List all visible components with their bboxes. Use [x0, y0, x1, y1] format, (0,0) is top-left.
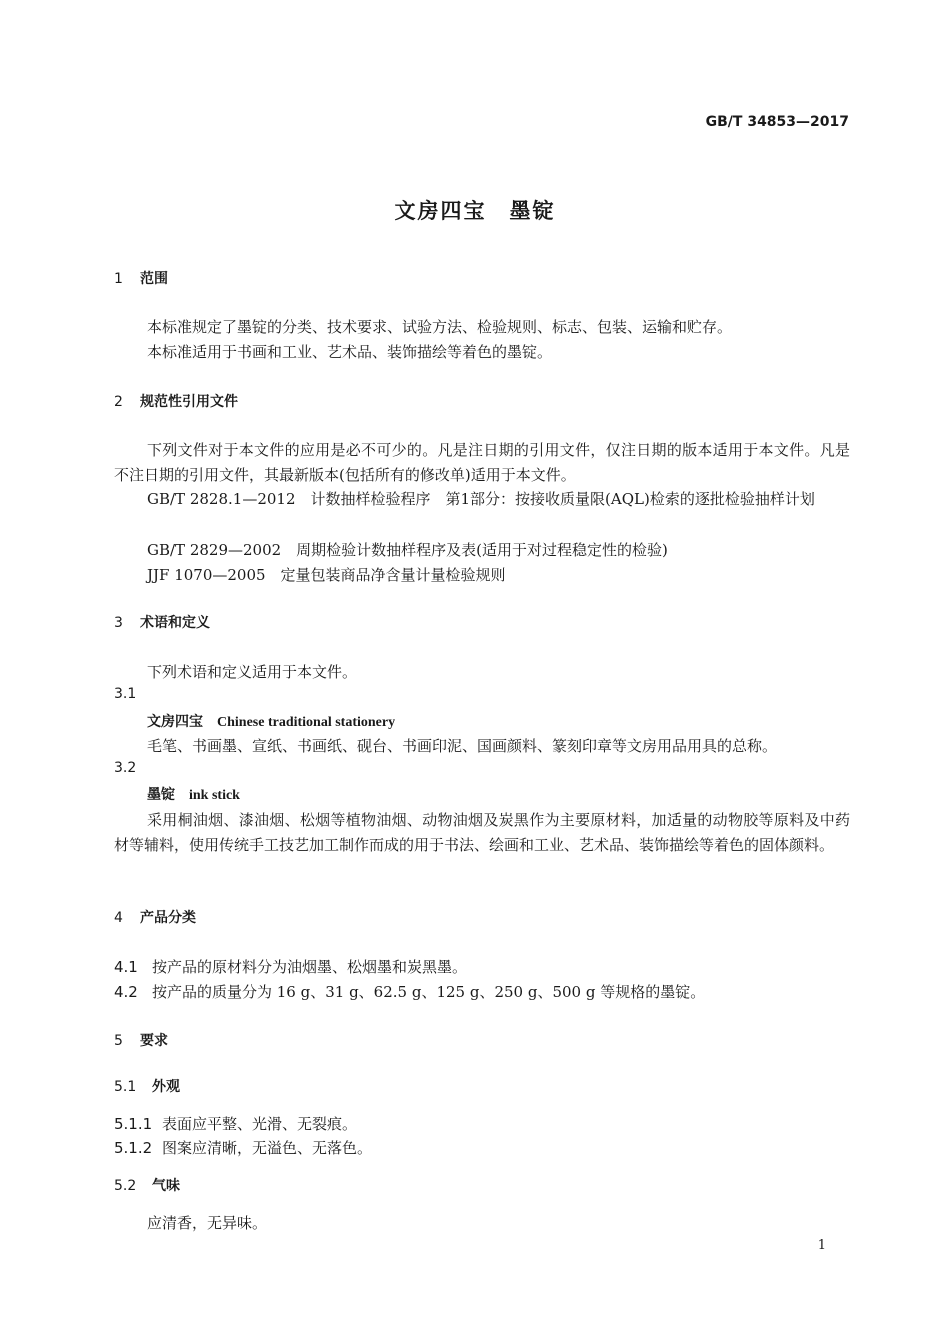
section-number: 5.1 — [114, 1079, 137, 1095]
section-3-heading — [114, 612, 210, 632]
section-5-1-heading — [114, 1076, 180, 1096]
term-zh: 墨锭 — [147, 787, 175, 803]
term-en: Chinese traditional stationery — [217, 715, 396, 730]
section-title: 范围 — [140, 271, 168, 287]
term-en: ink stick — [189, 788, 240, 803]
section-4-heading — [114, 907, 196, 927]
standard-code: GB/T 34853—2017 — [705, 114, 849, 130]
term-3-1-definition: 毛笔、书画墨、宣纸、书画纸、砚台、书画印泥、国画颜料、篆刻印章等文房用品用具的总称。 — [147, 737, 778, 755]
clause-text: 按产品的质量分为 16 g、31 g、62.5 g、125 g、250 g、500 g 等规格的墨锭。 — [152, 983, 706, 1001]
section-number: 3 — [114, 615, 123, 631]
clause-4-1 — [114, 956, 467, 977]
term-3-1 — [147, 711, 395, 731]
section-title: 术语和定义 — [140, 615, 210, 631]
section-title: 规范性引用文件 — [140, 394, 238, 410]
clause-text: 按产品的原材料分为油烟墨、松烟墨和炭黑墨。 — [152, 958, 468, 976]
section-5-2-paragraph-1: 应清香，无异味。 — [147, 1214, 268, 1232]
section-1-paragraph-1: 本标准规定了墨锭的分类、技术要求、试验方法、检验规则、标志、包装、运输和贮存。 — [147, 318, 733, 336]
section-number: 5 — [114, 1033, 123, 1049]
document-title: 文房四宝 墨锭 — [394, 199, 556, 223]
section-number: 5.2 — [114, 1178, 137, 1194]
section-1-heading — [114, 268, 168, 288]
section-3-paragraph-1: 下列术语和定义适用于本文件。 — [147, 663, 358, 681]
section-number: 1 — [114, 271, 123, 287]
clause-5-1-1 — [114, 1113, 357, 1134]
term-3-2-number: 3.2 — [114, 760, 137, 776]
reference-3: JJF 1070—2005 定量包装商品净含量计量检验规则 — [147, 566, 506, 584]
section-title: 产品分类 — [140, 910, 196, 926]
section-1-paragraph-2: 本标准适用于书画和工业、艺术品、装饰描绘等着色的墨锭。 — [147, 343, 553, 361]
section-title: 要求 — [140, 1033, 168, 1049]
reference-1: GB/T 2828.1—2012 计数抽样检验程序 第1部分：按接收质量限(AQL)检索的逐批检验抽样计划 — [147, 490, 815, 508]
clause-4-2 — [114, 981, 705, 1002]
reference-2: GB/T 2829—2002 周期检验计数抽样程序及表(适用于对过程稳定性的检验) — [147, 541, 668, 559]
section-title: 气味 — [152, 1178, 180, 1194]
clause-text: 表面应平整、光滑、无裂痕。 — [162, 1115, 358, 1133]
term-3-2 — [147, 784, 240, 804]
section-5-heading — [114, 1030, 168, 1050]
section-number: 2 — [114, 394, 123, 410]
section-number: 4 — [114, 910, 123, 926]
term-zh: 文房四宝 — [147, 714, 203, 730]
clause-number: 5.1.1 — [114, 1115, 153, 1133]
clause-number: 4.2 — [114, 983, 138, 1001]
section-5-2-heading — [114, 1175, 180, 1195]
page-number: 1 — [817, 1238, 826, 1253]
section-2-paragraph-1: 下列文件对于本文件的应用是必不可少的。凡是注日期的引用文件，仅注日期的版本适用于本文件。凡是不注日期的引用文件，其最新版本(包括所有的修改单)适用于本文件。 — [114, 441, 850, 484]
clause-text: 图案应清晰，无溢色、无落色。 — [162, 1139, 373, 1157]
clause-number: 4.1 — [114, 958, 138, 976]
term-3-1-number: 3.1 — [114, 686, 137, 702]
clause-number: 5.1.2 — [114, 1139, 153, 1157]
section-2-heading — [114, 391, 238, 411]
term-3-2-definition: 采用桐油烟、漆油烟、松烟等植物油烟、动物油烟及炭黑作为主要原材料，加适量的动物胶等原料及中药材等辅料，使用传统手工技艺加工制作而成的用于书法、绘画和工业、艺术品、装饰描绘等着色的固体颜料。 — [114, 811, 850, 854]
clause-5-1-2 — [114, 1137, 372, 1158]
section-title: 外观 — [152, 1079, 180, 1095]
